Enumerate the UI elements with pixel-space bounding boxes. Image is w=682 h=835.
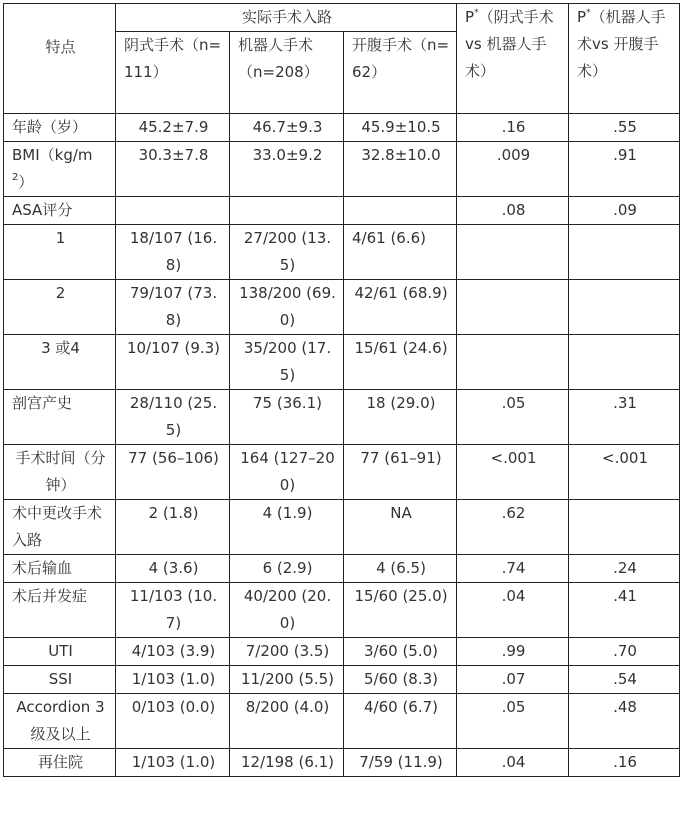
row-label: 术后并发症 <box>4 583 116 638</box>
cell-p1 <box>457 335 569 390</box>
table-row <box>4 335 680 390</box>
row-label: Accordion 3级及以上 <box>4 694 116 749</box>
cell-p1: .05 <box>457 390 569 445</box>
table-row <box>4 666 680 694</box>
cell-p1: .07 <box>457 666 569 694</box>
cell-vaginal: 18/107 (16.8) <box>116 225 230 280</box>
cell-p1: .62 <box>457 500 569 555</box>
cell-robotic: 27/200 (13.5) <box>230 225 344 280</box>
cell-p1: .04 <box>457 583 569 638</box>
table-row <box>4 114 680 142</box>
cell-robotic: 6 (2.9) <box>230 555 344 583</box>
row-label <box>4 142 116 197</box>
cell-open: 4 (6.5) <box>344 555 457 583</box>
cell-p2: <.001 <box>569 445 680 500</box>
table-row <box>4 500 680 555</box>
cell-vaginal: 4 (3.6) <box>116 555 230 583</box>
row-label-tail: ） <box>18 173 34 191</box>
header-robotic: 机器人手术（n=208） <box>230 32 344 114</box>
cell-open: 7/59 (11.9) <box>344 749 457 777</box>
cell-vaginal: 77 (56–106) <box>116 445 230 500</box>
cell-p1: .99 <box>457 638 569 666</box>
cell-open: 15/60 (25.0) <box>344 583 457 638</box>
cell-vaginal: 4/103 (3.9) <box>116 638 230 666</box>
cell-p1: .009 <box>457 142 569 197</box>
cell-vaginal: 30.3±7.8 <box>116 142 230 197</box>
row-label: 1 <box>4 225 116 280</box>
header-p-robotic-vs-open <box>569 4 680 114</box>
cell-p2 <box>569 335 680 390</box>
cell-vaginal: 2 (1.8) <box>116 500 230 555</box>
cell-vaginal: 1/103 (1.0) <box>116 749 230 777</box>
row-label-text: BMI（kg/m <box>12 146 93 164</box>
cell-robotic: 7/200 (3.5) <box>230 638 344 666</box>
cell-robotic: 11/200 (5.5) <box>230 666 344 694</box>
cell-robotic: 35/200 (17.5) <box>230 335 344 390</box>
p2-suffix: （机器人手术vs 开腹手术） <box>577 8 666 80</box>
cell-p2: .09 <box>569 197 680 225</box>
cell-robotic: 138/200 (69.0) <box>230 280 344 335</box>
table-row <box>4 225 680 280</box>
cell-p2 <box>569 225 680 280</box>
p2-star: * <box>586 8 591 18</box>
cell-p2 <box>569 280 680 335</box>
cell-open: 5/60 (8.3) <box>344 666 457 694</box>
row-label: 手术时间（分钟） <box>4 445 116 500</box>
cell-vaginal <box>116 197 230 225</box>
p1-prefix: P <box>465 8 475 26</box>
cell-robotic <box>230 197 344 225</box>
header-feature: 特点 <box>4 4 116 114</box>
p1-suffix: （阴式手术 vs 机器人手术） <box>465 8 554 80</box>
cell-robotic: 12/198 (6.1) <box>230 749 344 777</box>
row-label-sup: 2 <box>12 172 19 183</box>
p1-star: * <box>474 8 479 18</box>
table-row <box>4 280 680 335</box>
cell-open: 15/61 (24.6) <box>344 335 457 390</box>
cell-p1: .08 <box>457 197 569 225</box>
cell-robotic: 4 (1.9) <box>230 500 344 555</box>
header-row-1 <box>4 4 680 32</box>
table-row <box>4 694 680 749</box>
cell-vaginal: 28/110 (25.5) <box>116 390 230 445</box>
row-label: SSI <box>4 666 116 694</box>
cell-open: 18 (29.0) <box>344 390 457 445</box>
cell-vaginal: 79/107 (73.8) <box>116 280 230 335</box>
cell-p2: .31 <box>569 390 680 445</box>
cell-robotic: 46.7±9.3 <box>230 114 344 142</box>
cell-p2: .55 <box>569 114 680 142</box>
cell-vaginal: 1/103 (1.0) <box>116 666 230 694</box>
surgical-outcomes-table <box>3 3 680 777</box>
row-label: 术中更改手术入路 <box>4 500 116 555</box>
cell-robotic: 75 (36.1) <box>230 390 344 445</box>
cell-p2: .48 <box>569 694 680 749</box>
cell-open: 77 (61–91) <box>344 445 457 500</box>
table-row <box>4 638 680 666</box>
cell-p2: .41 <box>569 583 680 638</box>
cell-p1: .04 <box>457 749 569 777</box>
cell-p2: .70 <box>569 638 680 666</box>
header-vaginal: 阴式手术（n=111） <box>116 32 230 114</box>
table-row <box>4 555 680 583</box>
cell-robotic: 40/200 (20.0) <box>230 583 344 638</box>
cell-p1: .16 <box>457 114 569 142</box>
cell-open <box>344 197 457 225</box>
table-row <box>4 142 680 197</box>
row-label: 2 <box>4 280 116 335</box>
row-label: 再住院 <box>4 749 116 777</box>
header-open: 开腹手术（n=62） <box>344 32 457 114</box>
cell-p1: .74 <box>457 555 569 583</box>
row-label: 术后输血 <box>4 555 116 583</box>
cell-robotic: 33.0±9.2 <box>230 142 344 197</box>
row-label: ASA评分 <box>4 197 116 225</box>
cell-open: 45.9±10.5 <box>344 114 457 142</box>
cell-vaginal: 45.2±7.9 <box>116 114 230 142</box>
cell-open: 4/60 (6.7) <box>344 694 457 749</box>
header-approach-group: 实际手术入路 <box>116 4 457 32</box>
row-label: 年龄（岁） <box>4 114 116 142</box>
cell-open: 42/61 (68.9) <box>344 280 457 335</box>
cell-p1: .05 <box>457 694 569 749</box>
table-row <box>4 583 680 638</box>
p2-prefix: P <box>577 8 587 26</box>
cell-robotic: 164 (127–200) <box>230 445 344 500</box>
cell-vaginal: 0/103 (0.0) <box>116 694 230 749</box>
row-label: 剖宫产史 <box>4 390 116 445</box>
cell-p2: .24 <box>569 555 680 583</box>
table-row <box>4 390 680 445</box>
header-p-vaginal-vs-robotic <box>457 4 569 114</box>
cell-open: NA <box>344 500 457 555</box>
cell-p2: .54 <box>569 666 680 694</box>
cell-open: 3/60 (5.0) <box>344 638 457 666</box>
cell-p2: .91 <box>569 142 680 197</box>
table-row <box>4 445 680 500</box>
row-label: 3 或4 <box>4 335 116 390</box>
cell-p1: <.001 <box>457 445 569 500</box>
cell-p1 <box>457 225 569 280</box>
table-row <box>4 197 680 225</box>
row-label: UTI <box>4 638 116 666</box>
cell-open: 4/61 (6.6) <box>344 225 457 280</box>
cell-p2 <box>569 500 680 555</box>
cell-robotic: 8/200 (4.0) <box>230 694 344 749</box>
cell-vaginal: 11/103 (10.7) <box>116 583 230 638</box>
cell-p2: .16 <box>569 749 680 777</box>
cell-open: 32.8±10.0 <box>344 142 457 197</box>
cell-vaginal: 10/107 (9.3) <box>116 335 230 390</box>
table-row <box>4 749 680 777</box>
cell-p1 <box>457 280 569 335</box>
